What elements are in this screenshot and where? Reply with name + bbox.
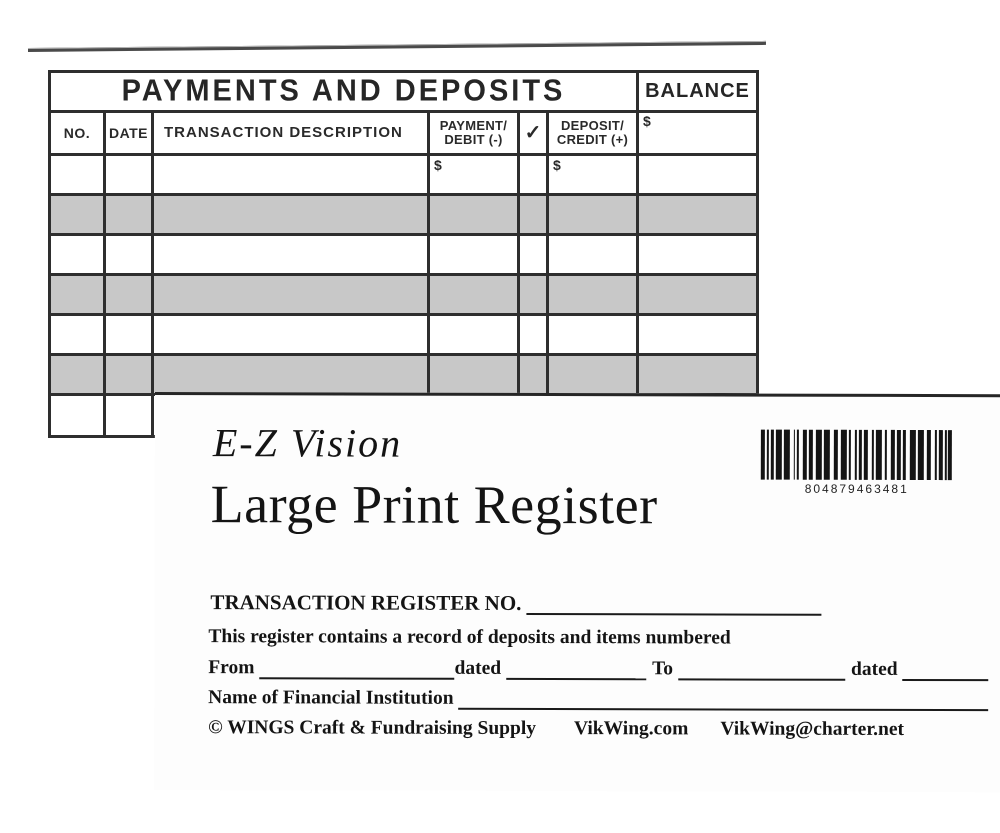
institution-line	[208, 686, 988, 711]
cell-dep	[549, 156, 639, 193]
dated-label-2: dated	[851, 658, 898, 680]
register-no-line	[210, 591, 821, 616]
table-row	[51, 276, 756, 316]
cell-dep	[549, 356, 639, 393]
col-header-balance	[639, 113, 756, 153]
description-text: This register contains a record of deposits and items numbered	[208, 626, 731, 649]
currency-symbol: $	[434, 157, 442, 173]
cell-bal	[639, 276, 756, 313]
page-edge-line	[28, 41, 766, 52]
from-to-line	[208, 656, 988, 681]
deposit-header-line2: CREDIT (+)	[556, 132, 629, 147]
col-header-payment-debit	[430, 113, 520, 153]
cell-dep	[549, 316, 639, 353]
register-no-blank	[526, 593, 821, 616]
cell-date	[106, 236, 154, 273]
cell-no	[51, 196, 106, 233]
cell-desc	[154, 276, 430, 313]
cell-date	[106, 316, 154, 353]
barcode-number: 804879463481	[804, 481, 909, 496]
copyright-line	[208, 716, 904, 741]
from-label: From	[208, 657, 255, 679]
dated-blank-2	[903, 659, 989, 681]
cell-pay	[430, 356, 520, 393]
institution-blank	[459, 688, 989, 711]
table-row	[51, 196, 756, 236]
col-header-description: TRANSACTION DESCRIPTION	[154, 113, 430, 153]
description-line	[208, 625, 730, 649]
cell-date	[106, 196, 154, 233]
register-table	[48, 70, 759, 438]
cell-pay	[430, 316, 520, 353]
table-row	[51, 156, 756, 196]
cell-no	[51, 156, 106, 193]
cell-no	[51, 356, 106, 393]
cell-chk	[520, 316, 549, 353]
from-blank	[259, 657, 454, 680]
dated-label-1: dated	[454, 657, 502, 679]
copyright-text: © WINGS Craft & Fundraising Supply	[208, 717, 537, 739]
cell-no	[51, 236, 106, 273]
cell-date	[106, 156, 154, 193]
register-no-label: TRANSACTION REGISTER NO.	[210, 590, 522, 615]
cell-pay	[430, 156, 520, 193]
cell-no	[51, 396, 106, 435]
brand-name: E-Z Vision	[212, 420, 403, 466]
col-header-date: DATE	[106, 113, 154, 153]
table-row	[51, 356, 756, 396]
deposit-header-line1: DEPOSIT/	[560, 118, 625, 134]
cell-date	[106, 276, 154, 313]
cell-desc	[154, 316, 430, 353]
cell-dep	[549, 236, 639, 273]
table-header-band	[51, 73, 756, 113]
cell-pay	[430, 276, 520, 313]
balance-header: BALANCE	[645, 80, 750, 102]
cell-bal	[639, 196, 756, 233]
table-row	[51, 236, 756, 276]
cell-dep	[549, 276, 639, 313]
register-cover	[154, 392, 1000, 792]
payment-header-line1: PAYMENT/	[439, 118, 508, 134]
email-text: VikWing@charter.net	[720, 718, 905, 740]
institution-label: Name of Financial Institution	[208, 687, 454, 709]
payment-header-line2: DEBIT (-)	[444, 132, 503, 147]
payments-deposits-header-cell	[51, 73, 639, 110]
cell-no	[51, 316, 106, 353]
table-title: PAYMENTS AND DEPOSITS	[121, 74, 566, 108]
balance-header-cell	[639, 73, 756, 110]
barcode	[761, 430, 953, 499]
cell-chk	[520, 276, 549, 313]
cell-desc	[154, 356, 430, 393]
cell-chk	[520, 356, 549, 393]
cell-bal	[639, 236, 756, 273]
cell-chk	[520, 156, 549, 193]
cell-bal	[639, 316, 756, 353]
cell-chk	[520, 196, 549, 233]
currency-symbol: $	[553, 157, 561, 173]
to-blank	[678, 658, 845, 680]
col-header-deposit-credit	[549, 113, 639, 153]
cell-bal	[639, 156, 756, 193]
product-title: Large Print Register	[210, 474, 658, 536]
cell-desc	[154, 196, 430, 233]
cell-bal	[639, 356, 756, 393]
to-label: To	[652, 658, 674, 680]
currency-symbol: $	[643, 113, 651, 129]
checkmark-icon: ✓	[520, 113, 549, 153]
cell-date	[106, 356, 154, 393]
cell-desc	[154, 156, 430, 193]
cell-pay	[430, 236, 520, 273]
cell-chk	[520, 236, 549, 273]
table-row	[51, 316, 756, 356]
dated-blank-1	[506, 658, 646, 680]
cell-desc	[154, 236, 430, 273]
cell-date	[106, 396, 154, 435]
barcode-bars	[761, 430, 953, 481]
col-header-no: NO.	[51, 113, 106, 153]
column-header-row	[51, 113, 756, 156]
website-text: VikWing.com	[574, 718, 689, 740]
cell-no	[51, 276, 106, 313]
cell-dep	[549, 196, 639, 233]
cell-pay	[430, 196, 520, 233]
